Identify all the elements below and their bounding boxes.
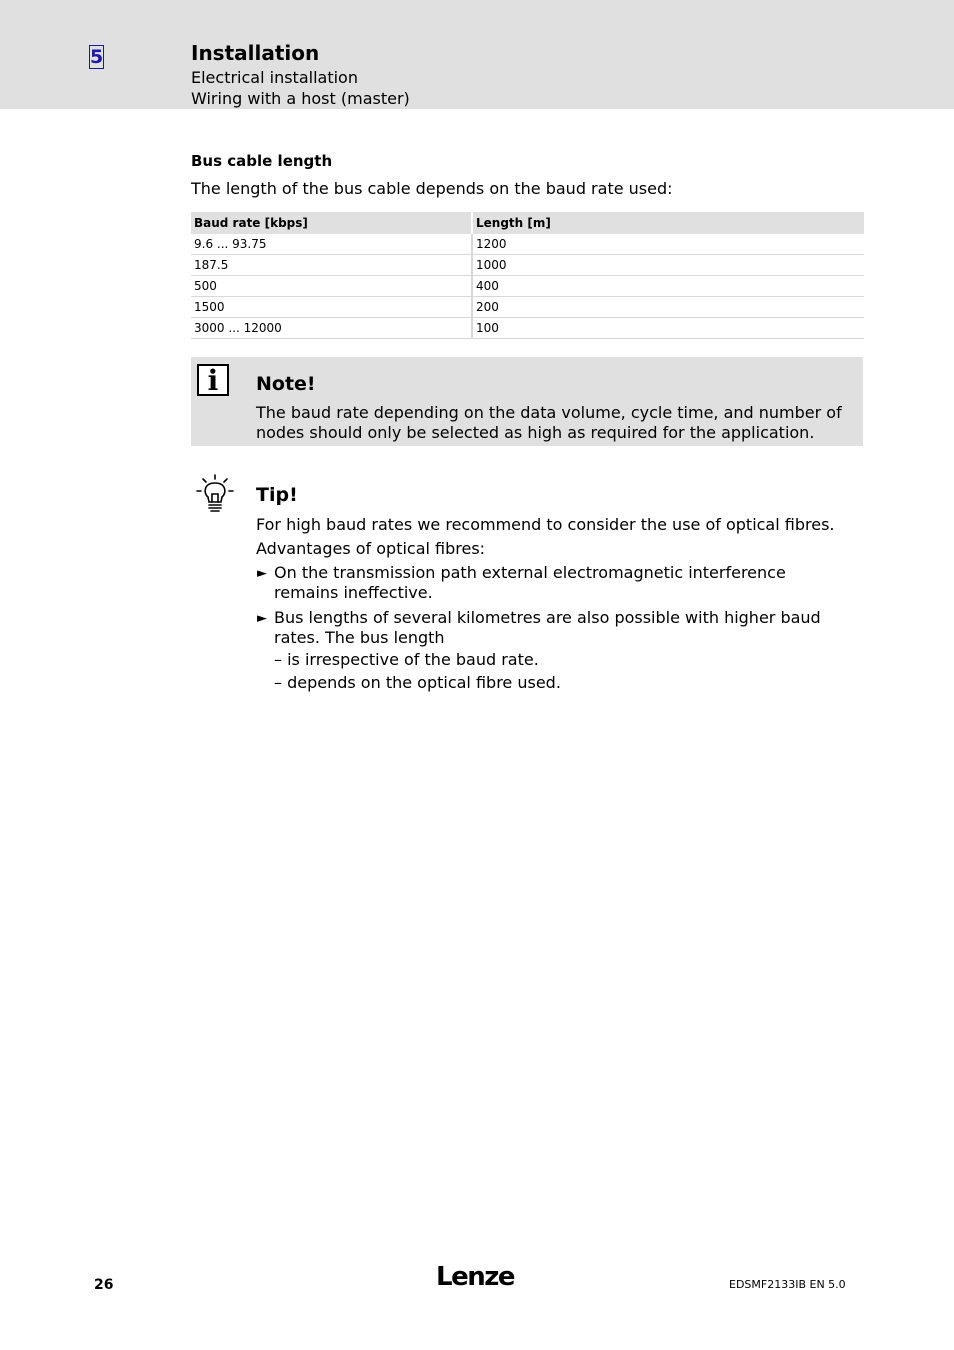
- table-row: [191, 234, 864, 255]
- bullet-item-2: Bus lengths of several kilometres are also possible with higher baud rates. The bus length: [274, 608, 821, 647]
- note-title: Note!: [256, 373, 316, 395]
- table-row: [191, 276, 864, 297]
- lightbulb-icon: [195, 474, 235, 514]
- cell-baud-rate: 9.6 ... 93.75: [191, 234, 472, 255]
- cell-length: 1000: [472, 255, 864, 276]
- tip-text-1: For high baud rates we recommend to consider the use of optical fibres.: [256, 515, 835, 534]
- tip-text-2: Advantages of optical fibres:: [256, 539, 486, 558]
- tip-title: Tip!: [256, 484, 298, 506]
- cell-baud-rate: 187.5: [191, 255, 472, 276]
- page-number: 26: [94, 1277, 114, 1293]
- column-header-length: Length [m]: [472, 212, 864, 234]
- header-band: [0, 0, 954, 109]
- chapter-number: 5: [90, 46, 104, 68]
- table-row: [191, 297, 864, 318]
- section-heading: Bus cable length: [191, 152, 333, 170]
- cell-baud-rate: 1500: [191, 297, 472, 318]
- lenze-logo: Lenze: [436, 1262, 514, 1292]
- document-code: EDSMF2133IB EN 5.0: [729, 1278, 846, 1291]
- dash-item-2: – depends on the optical fibre used.: [274, 673, 561, 692]
- cell-length: 1200: [472, 234, 864, 255]
- column-header-baud-rate: Baud rate [kbps]: [191, 212, 472, 234]
- page-title: Installation: [191, 41, 320, 65]
- table-row: [191, 318, 864, 339]
- breadcrumb-level-1: Electrical installation: [191, 68, 358, 87]
- intro-text: The length of the bus cable depends on the baud rate used:: [191, 179, 673, 198]
- cell-length: 400: [472, 276, 864, 297]
- cell-length: 100: [472, 318, 864, 339]
- bullet-arrow-icon: ►: [257, 566, 267, 581]
- baud-rate-table: [191, 212, 864, 339]
- breadcrumb-level-2: Wiring with a host (master): [191, 89, 410, 108]
- cell-baud-rate: 500: [191, 276, 472, 297]
- dash-item-1: – is irrespective of the baud rate.: [274, 650, 539, 669]
- info-icon: i: [197, 364, 229, 396]
- note-text: The baud rate depending on the data volume, cycle time, and number of nodes should only be selected as high as required for the application.: [256, 403, 842, 442]
- table-row: [191, 255, 864, 276]
- cell-baud-rate: 3000 ... 12000: [191, 318, 472, 339]
- cell-length: 200: [472, 297, 864, 318]
- table-header-row: [191, 212, 864, 234]
- bullet-arrow-icon: ►: [257, 611, 267, 626]
- bullet-item-1: On the transmission path external electromagnetic interference remains ineffective.: [274, 563, 786, 602]
